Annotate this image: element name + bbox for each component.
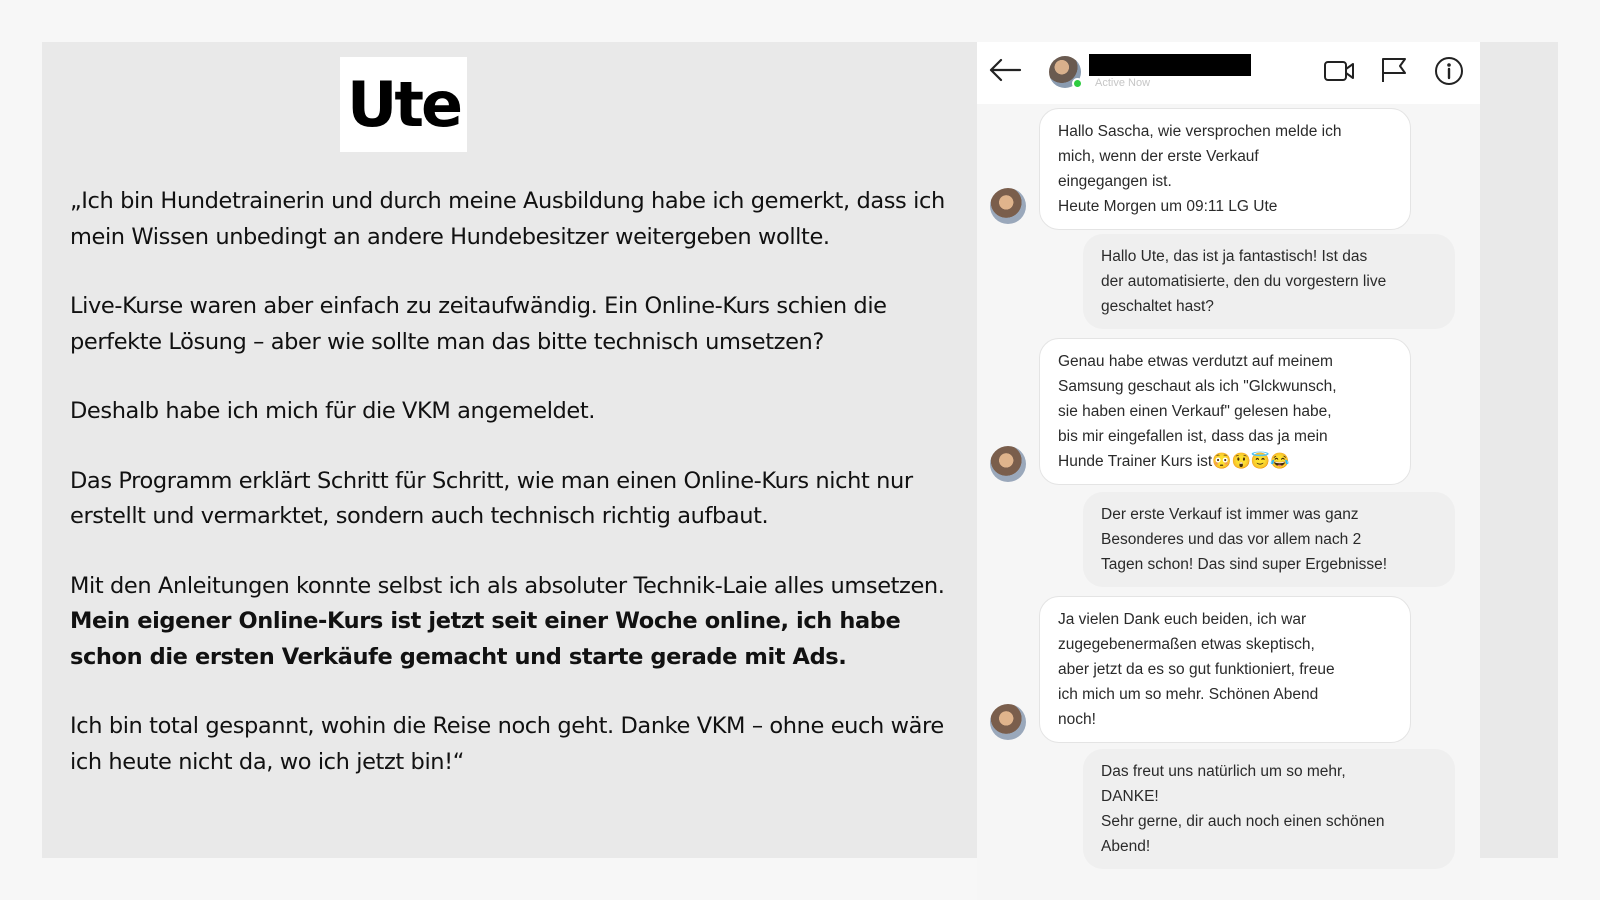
message-incoming: Hallo Sascha, wie versprochen melde ich mich, wenn der erste Verkauf eingegangen ist. Heute Morgen um 09:11 LG Ute <box>1039 108 1411 230</box>
avatar <box>990 704 1026 740</box>
message-outgoing: Hallo Ute, das ist ja fantastisch! Ist das der automatisierte, den du vorgestern live geschaltet hast? <box>1083 234 1455 329</box>
name-label-box <box>340 57 467 152</box>
video-camera-icon[interactable] <box>1322 56 1356 86</box>
testimonial-name: Ute <box>346 68 461 141</box>
quote-paragraph <box>70 569 950 676</box>
avatar <box>990 446 1026 482</box>
quote-paragraph: Ich bin total gespannt, wohin die Reise noch geht. Danke VKM – ohne euch wäre ich heute nicht da, wo ich jetzt bin!“ <box>70 713 944 775</box>
quote-text: Mit den Anleitungen konnte selbst ich als absoluter Technik-Laie alles umsetzen. <box>70 572 945 599</box>
quote-paragraph: Deshalb habe ich mich für die VKM angemeldet. <box>70 398 596 424</box>
chat-header <box>977 42 1480 104</box>
message-outgoing: Das freut uns natürlich um so mehr, DANKE! Sehr gerne, dir auch noch einen schönen Abend! <box>1083 749 1455 869</box>
avatar <box>990 188 1026 224</box>
chat-screenshot <box>977 42 1480 900</box>
arrow-left-icon[interactable] <box>987 54 1023 86</box>
testimonial-quote <box>70 184 950 814</box>
flag-icon[interactable] <box>1377 54 1411 86</box>
info-icon[interactable] <box>1432 54 1466 88</box>
active-status: Active Now <box>1095 77 1151 89</box>
quote-paragraph: „Ich bin Hundetrainerin und durch meine Ausbildung habe ich gemerkt, dass ich mein Wissen unbedingt an andere Hundebesitzer weitergeben wollte. <box>70 188 945 250</box>
online-status-dot <box>1072 78 1083 89</box>
testimonial-panel <box>42 42 977 858</box>
message-outgoing: Der erste Verkauf ist immer was ganz Besonderes und das vor allem nach 2 Tagen schon! Das sind super Ergebnisse! <box>1083 492 1455 587</box>
background-strip <box>1480 42 1558 858</box>
message-incoming: Genau habe etwas verdutzt auf meinem Samsung geschaut als ich "Glckwunsch, sie haben einen Verkauf" gelesen habe, bis mir eingefallen ist, dass das ja mein Hunde Trainer Kurs ist😳😲😇😂 <box>1039 338 1411 485</box>
quote-paragraph: Das Programm erklärt Schritt für Schritt, wie man einen Online-Kurs nicht nur erstellt und vermarktet, sondern auch technisch richtig aufbaut. <box>70 467 913 529</box>
message-incoming: Ja vielen Dank euch beiden, ich war zugegebenermaßen etwas skeptisch, aber jetzt da es so gut funktioniert, freue ich mich um so mehr. Schönen Abend noch! <box>1039 596 1411 743</box>
message-list <box>977 104 1480 900</box>
redacted-username <box>1089 54 1251 76</box>
quote-paragraph: Live-Kurse waren aber einfach zu zeitaufwändig. Ein Online-Kurs schien die perfekte Lösung – aber wie sollte man das bitte technisch umsetzen? <box>70 293 887 355</box>
quote-highlight: Mein eigener Online-Kurs ist jetzt seit einer Woche online, ich habe schon die ersten Verkäufe gemacht und starte gerade mit Ads. <box>70 608 901 670</box>
